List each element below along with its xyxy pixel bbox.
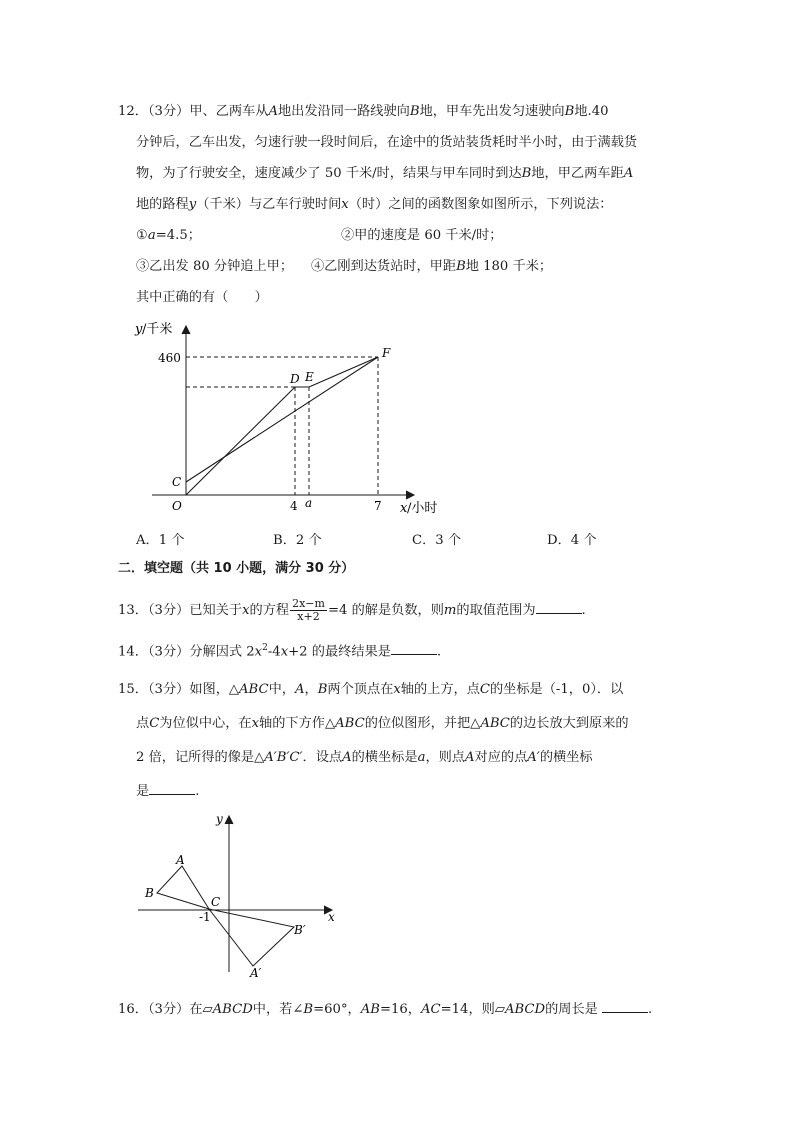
q12-line-1: 12．（3分）甲、乙两车从A地出发沿同一路线驶向B地，甲车先出发匀速驶向B地.40 bbox=[118, 104, 609, 119]
y-axis-label-var: y bbox=[135, 322, 143, 337]
q12-statement-2: ②甲的速度是 60 千米/时； bbox=[341, 228, 503, 243]
q12-line-2: 分钟后，乙车出发，匀速行驶一段时间后，在途中的货站装货耗时半小时，由于满载货 bbox=[136, 135, 638, 150]
q15-answer-blank[interactable] bbox=[149, 782, 195, 795]
q12-line-3: 物，为了行驶安全，速度减少了 50 千米/时，结果与甲车同时到达B地，甲乙两车距A bbox=[136, 166, 634, 181]
q15-line-1: 15．（3分）如图，△ABC中，A，B两个顶点在x轴的上方，点C的坐标是（-1，0）．以 bbox=[118, 682, 624, 697]
point-F-label: F bbox=[382, 346, 391, 360]
q12-statement-3: ③乙出发 80 分钟追上甲； bbox=[136, 259, 294, 274]
q12-question: 其中正确的有（ ） bbox=[136, 290, 268, 305]
car-a-line bbox=[186, 357, 378, 482]
q13-line: 13．（3分）已知关于x的方程 $\frac{2x-m}{x+2}$ =4 的解是负数，则m的取值范围为 . bbox=[118, 597, 586, 623]
tick-460: 460 bbox=[158, 351, 181, 365]
triangle-ABC bbox=[157, 866, 209, 909]
q15-line-2: 点C为位似中心，在x轴的下方作△ABC的位似图形，并把△ABC的边长放大到原来的 bbox=[136, 716, 629, 731]
q15-point-A: A bbox=[176, 853, 185, 867]
q15-point-B: B bbox=[145, 886, 154, 900]
q15-point-C: C bbox=[211, 895, 221, 909]
x-axis-label-var: x bbox=[400, 501, 408, 516]
q14-line: 14．（3分）分解因式 $2x^2-4x+2$ 的最终结果是 . bbox=[118, 643, 442, 660]
triangle-ApBpCp bbox=[209, 909, 294, 966]
q15-line-3: 2 倍，记所得的像是△A′B′C′．设点A的横坐标是a，则点A对应的点A′的横坐标 bbox=[136, 750, 593, 765]
q16-line: 16．（3分）在▱ABCD中，若∠B=60°，AB=16，AC=14，则▱ABCD的周长是 . bbox=[118, 1002, 653, 1017]
option-c[interactable]: C．3 个 bbox=[412, 533, 462, 548]
q15-y-label: y bbox=[216, 812, 223, 826]
tick-7: 7 bbox=[374, 499, 382, 513]
q15-x-label: x bbox=[328, 910, 335, 924]
q15-line-4: 是 . bbox=[136, 784, 200, 799]
point-C-label: C bbox=[172, 475, 182, 489]
tick-4: 4 bbox=[290, 499, 298, 513]
q15-y-arrow bbox=[225, 816, 233, 824]
q12-statement-1: ①a=4.5； bbox=[136, 228, 201, 243]
x-axis-arrow bbox=[406, 491, 414, 499]
option-d[interactable]: D．4 个 bbox=[547, 533, 597, 548]
q12-statement-4: ④乙刚到达货站时，甲距B地 180 千米； bbox=[311, 259, 553, 274]
q12-graph bbox=[118, 314, 438, 518]
q15-tick-m1: -1 bbox=[199, 910, 211, 924]
q13-fraction: $\frac{2x-m}{x+2}$ bbox=[292, 597, 325, 623]
car-b-line bbox=[186, 357, 378, 495]
q14-answer-blank[interactable] bbox=[391, 642, 437, 655]
tick-a: a bbox=[305, 496, 313, 510]
y-axis-label-unit: /千米 bbox=[142, 322, 173, 337]
q15-graph bbox=[132, 808, 344, 982]
q13-answer-blank[interactable] bbox=[536, 601, 582, 614]
section-2-heading: 二．填空题（共 10 小题，满分 30 分） bbox=[118, 561, 355, 576]
q12-line-4: 地的路程y（千米）与乙车行驶时间x（时）之间的函数图象如图所示，下列说法： bbox=[136, 197, 613, 212]
option-a[interactable]: A．1 个 bbox=[136, 533, 185, 548]
option-b[interactable]: B．2 个 bbox=[273, 533, 322, 548]
y-axis-arrow bbox=[182, 326, 190, 334]
point-D-label: D bbox=[290, 372, 300, 386]
point-E-label: E bbox=[305, 370, 314, 384]
origin-label: O bbox=[172, 499, 182, 513]
q15-point-Bp: B′ bbox=[294, 923, 306, 937]
q16-answer-blank[interactable] bbox=[602, 1000, 648, 1013]
x-axis-label-unit: /小时 bbox=[407, 501, 438, 516]
q15-point-Ap: A′ bbox=[250, 966, 262, 980]
